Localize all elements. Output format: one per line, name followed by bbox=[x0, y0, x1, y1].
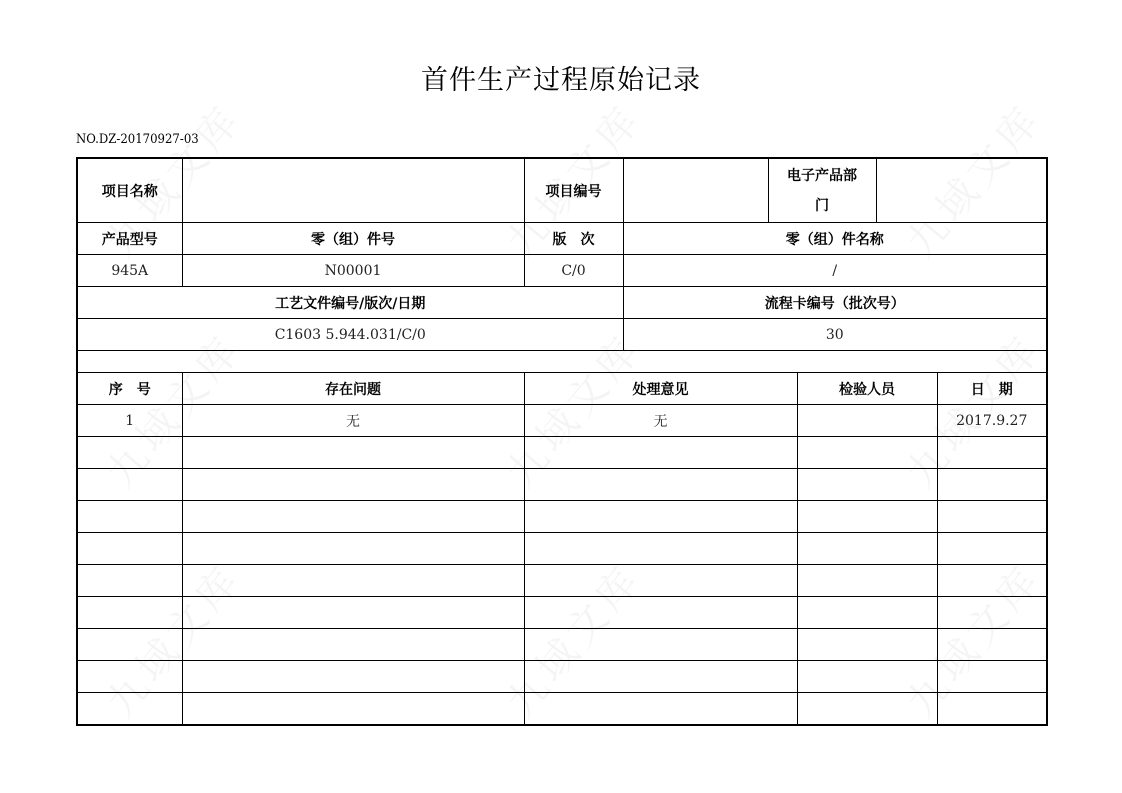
cell-handling[interactable] bbox=[524, 437, 797, 469]
cell-date[interactable] bbox=[937, 597, 1047, 629]
cell-date[interactable] bbox=[937, 629, 1047, 661]
part-header-row bbox=[77, 223, 1047, 255]
cell-issue[interactable] bbox=[182, 693, 524, 726]
cell-handling[interactable] bbox=[524, 629, 797, 661]
table-row bbox=[77, 405, 1047, 437]
cell-date[interactable] bbox=[937, 469, 1047, 501]
cell-handling[interactable] bbox=[524, 565, 797, 597]
cell-date[interactable] bbox=[937, 533, 1047, 565]
flow-card-label: 流程卡编号（批次号） bbox=[623, 287, 1047, 319]
record-form-table bbox=[76, 157, 1048, 726]
cell-inspector[interactable] bbox=[797, 533, 937, 565]
cell-seq[interactable] bbox=[77, 629, 182, 661]
cell-issue[interactable] bbox=[182, 629, 524, 661]
cell-inspector[interactable] bbox=[797, 597, 937, 629]
cell-handling[interactable] bbox=[524, 693, 797, 726]
table-row bbox=[77, 501, 1047, 533]
table-row bbox=[77, 629, 1047, 661]
revision-value[interactable]: C/0 bbox=[524, 255, 623, 287]
col-inspector: 检验人员 bbox=[797, 373, 937, 405]
process-doc-label: 工艺文件编号/版次/日期 bbox=[77, 287, 623, 319]
cell-date[interactable] bbox=[937, 437, 1047, 469]
part-number-label: 零（组）件号 bbox=[182, 223, 524, 255]
project-name-label: 项目名称 bbox=[77, 158, 182, 223]
cell-seq[interactable] bbox=[77, 661, 182, 693]
cell-handling[interactable] bbox=[524, 661, 797, 693]
cell-date[interactable] bbox=[937, 661, 1047, 693]
cell-issue[interactable] bbox=[182, 597, 524, 629]
process-doc-value[interactable]: C1603 5.944.031/C/0 bbox=[77, 319, 623, 351]
table-row bbox=[77, 437, 1047, 469]
document-number: NO.DZ-20170927-03 bbox=[76, 132, 199, 147]
table-row bbox=[77, 597, 1047, 629]
cell-inspector[interactable] bbox=[797, 405, 937, 437]
table-row bbox=[77, 661, 1047, 693]
part-name-label: 零（组）件名称 bbox=[623, 223, 1047, 255]
page-title: 首件生产过程原始记录 bbox=[421, 65, 701, 96]
col-seq: 序 号 bbox=[77, 373, 182, 405]
cell-seq[interactable] bbox=[77, 533, 182, 565]
cell-issue[interactable] bbox=[182, 533, 524, 565]
cell-date[interactable] bbox=[937, 501, 1047, 533]
flow-card-value[interactable]: 30 bbox=[623, 319, 1047, 351]
part-name-value[interactable]: / bbox=[623, 255, 1047, 287]
cell-date[interactable]: 2017.9.27 bbox=[937, 405, 1047, 437]
project-number-label: 项目编号 bbox=[524, 158, 623, 223]
cell-issue[interactable] bbox=[182, 469, 524, 501]
cell-issue[interactable] bbox=[182, 501, 524, 533]
product-model-value[interactable]: 945A bbox=[77, 255, 182, 287]
cell-inspector[interactable] bbox=[797, 469, 937, 501]
product-model-label: 产品型号 bbox=[77, 223, 182, 255]
department-label bbox=[768, 158, 876, 223]
cell-issue[interactable]: 无 bbox=[182, 405, 524, 437]
issues-header-row bbox=[77, 373, 1047, 405]
cell-seq[interactable] bbox=[77, 437, 182, 469]
process-value-row bbox=[77, 319, 1047, 351]
table-row bbox=[77, 693, 1047, 726]
cell-issue[interactable] bbox=[182, 661, 524, 693]
col-handling: 处理意见 bbox=[524, 373, 797, 405]
process-header-row bbox=[77, 287, 1047, 319]
col-issue: 存在问题 bbox=[182, 373, 524, 405]
cell-issue[interactable] bbox=[182, 565, 524, 597]
cell-inspector[interactable] bbox=[797, 501, 937, 533]
cell-seq[interactable] bbox=[77, 469, 182, 501]
col-date: 日 期 bbox=[937, 373, 1047, 405]
department-value[interactable] bbox=[876, 158, 1047, 223]
cell-date[interactable] bbox=[937, 565, 1047, 597]
cell-issue[interactable] bbox=[182, 437, 524, 469]
cell-handling[interactable] bbox=[524, 469, 797, 501]
project-number-value[interactable] bbox=[623, 158, 768, 223]
cell-seq[interactable] bbox=[77, 565, 182, 597]
cell-seq[interactable] bbox=[77, 597, 182, 629]
cell-inspector[interactable] bbox=[797, 693, 937, 726]
part-value-row bbox=[77, 255, 1047, 287]
cell-seq[interactable]: 1 bbox=[77, 405, 182, 437]
project-row bbox=[77, 158, 1047, 223]
spacer-cell bbox=[77, 351, 1047, 373]
part-number-value[interactable]: N00001 bbox=[182, 255, 524, 287]
cell-seq[interactable] bbox=[77, 693, 182, 726]
cell-date[interactable] bbox=[937, 693, 1047, 726]
revision-label: 版 次 bbox=[524, 223, 623, 255]
spacer-row bbox=[77, 351, 1047, 373]
table-row bbox=[77, 565, 1047, 597]
cell-handling[interactable] bbox=[524, 533, 797, 565]
cell-inspector[interactable] bbox=[797, 629, 937, 661]
table-row bbox=[77, 533, 1047, 565]
cell-handling[interactable] bbox=[524, 597, 797, 629]
cell-inspector[interactable] bbox=[797, 565, 937, 597]
project-name-value[interactable] bbox=[182, 158, 524, 223]
cell-handling[interactable]: 无 bbox=[524, 405, 797, 437]
cell-inspector[interactable] bbox=[797, 437, 937, 469]
department-label-text: 电子产品部门 bbox=[787, 167, 857, 214]
cell-seq[interactable] bbox=[77, 501, 182, 533]
table-row bbox=[77, 469, 1047, 501]
cell-inspector[interactable] bbox=[797, 661, 937, 693]
cell-handling[interactable] bbox=[524, 501, 797, 533]
